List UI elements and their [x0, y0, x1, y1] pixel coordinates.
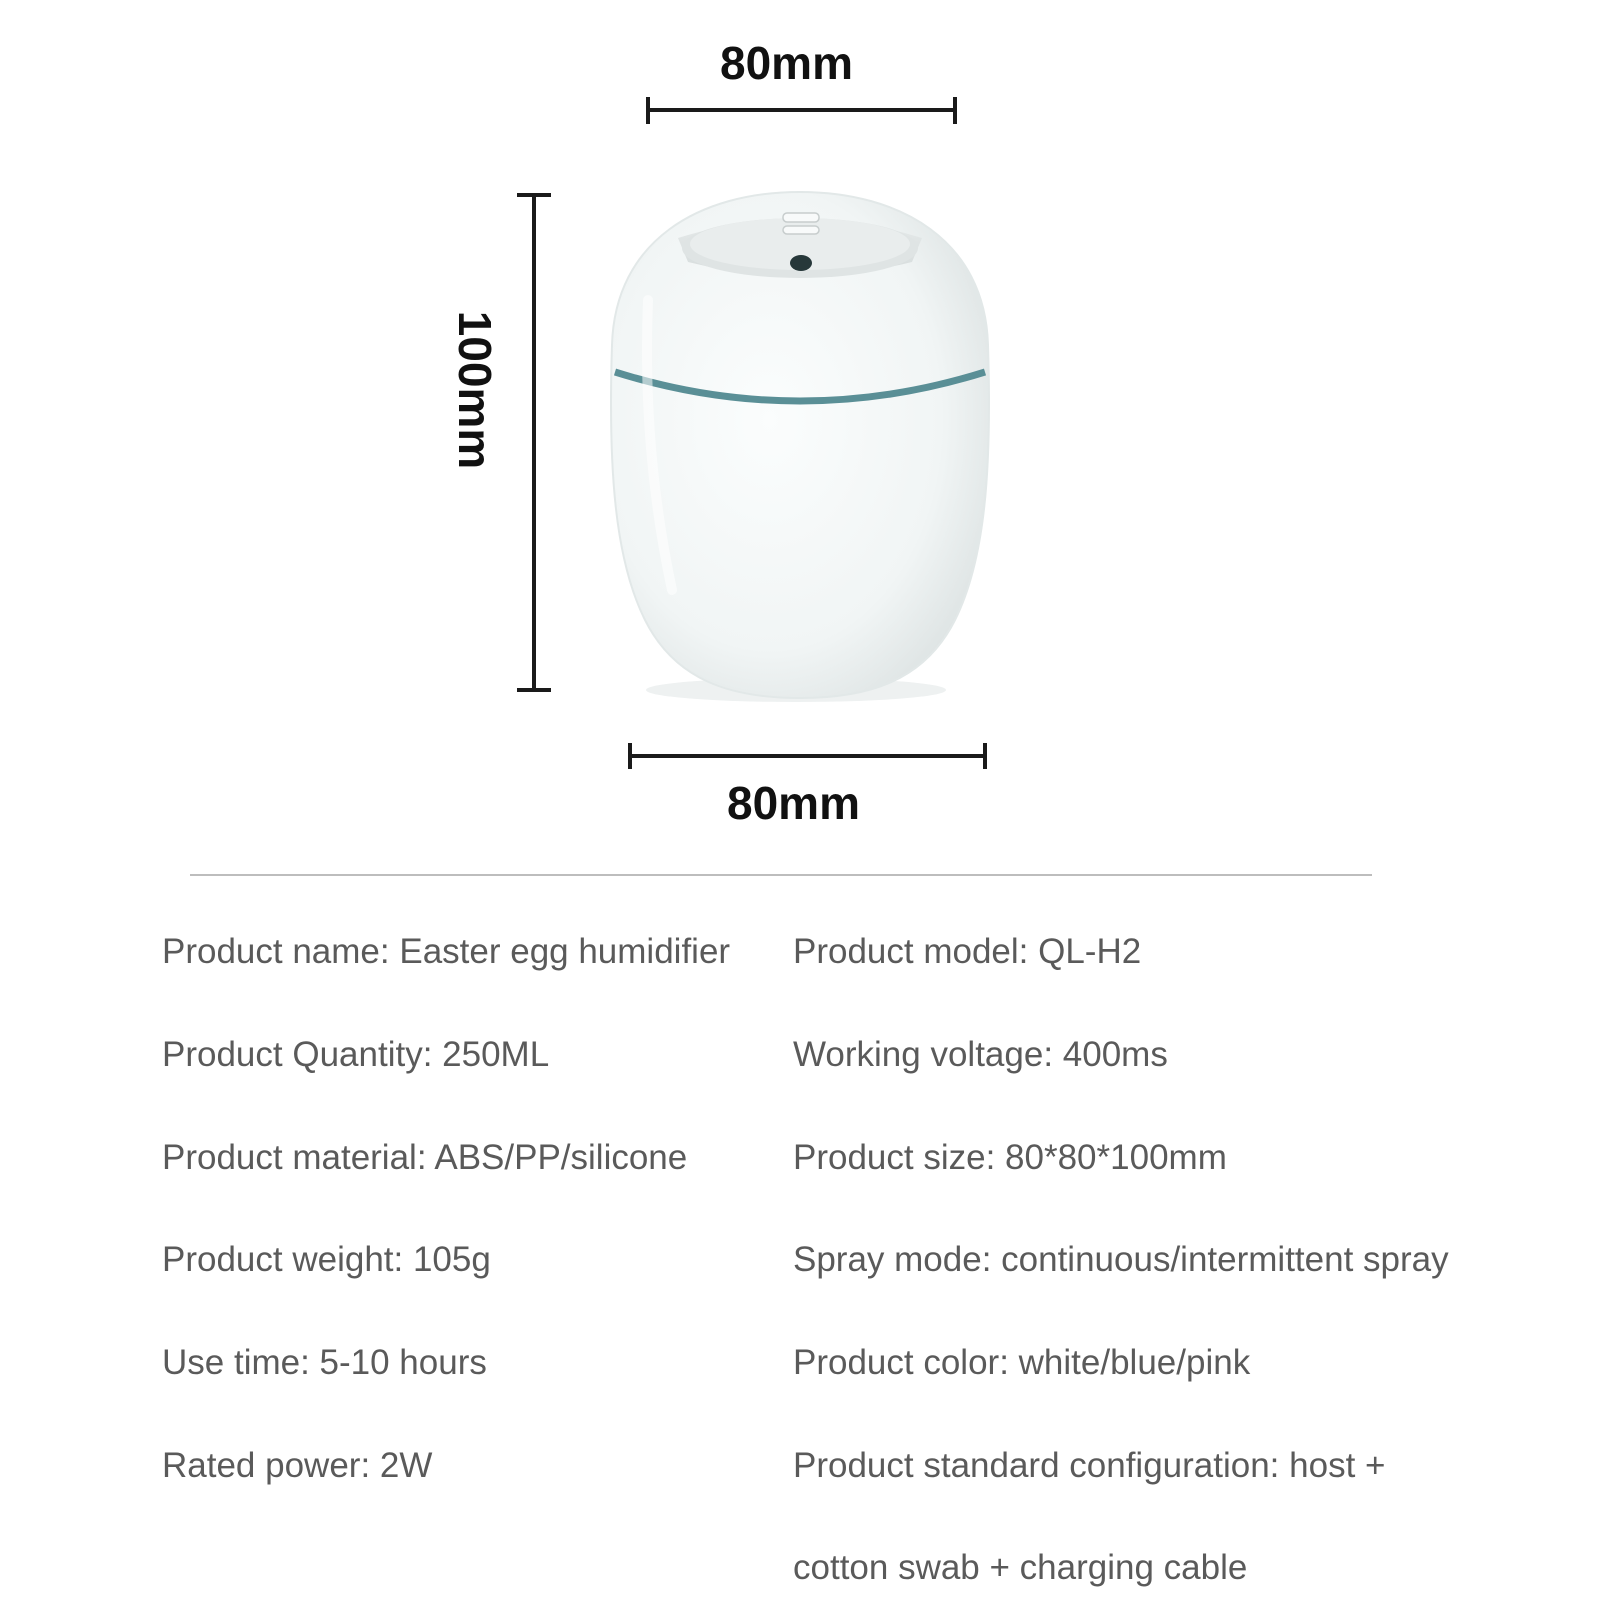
spec-product-material: Product material: ABS/PP/silicone	[162, 1138, 688, 1177]
spec-product-color: Product color: white/blue/pink	[793, 1343, 1251, 1382]
height-label: 100mm	[449, 310, 501, 470]
spec-standard-configuration-cont: cotton swab + charging cable	[793, 1548, 1248, 1587]
spec-product-size: Product size: 80*80*100mm	[793, 1138, 1227, 1177]
top-width-label: 80mm	[720, 37, 853, 89]
spec-working-voltage: Working voltage: 400ms	[793, 1035, 1168, 1074]
spec-standard-configuration: Product standard configuration: host +	[793, 1446, 1386, 1485]
section-divider	[190, 874, 1372, 876]
height-dimension-line	[517, 195, 551, 690]
spec-product-quantity: Product Quantity: 250ML	[162, 1035, 550, 1074]
spec-product-weight: Product weight: 105g	[162, 1240, 491, 1279]
bottom-width-label: 80mm	[727, 777, 860, 829]
spec-product-name: Product name: Easter egg humidifier	[162, 932, 731, 971]
spec-product-model: Product model: QL-H2	[793, 932, 1142, 971]
egg-humidifier-illustration	[611, 192, 989, 702]
spec-spray-mode: Spray mode: continuous/intermittent spray	[793, 1240, 1449, 1279]
bottom-width-dimension-line	[630, 743, 985, 769]
spec-use-time: Use time: 5-10 hours	[162, 1343, 487, 1382]
top-width-dimension-line	[648, 97, 955, 124]
spec-rated-power: Rated power: 2W	[162, 1446, 433, 1485]
